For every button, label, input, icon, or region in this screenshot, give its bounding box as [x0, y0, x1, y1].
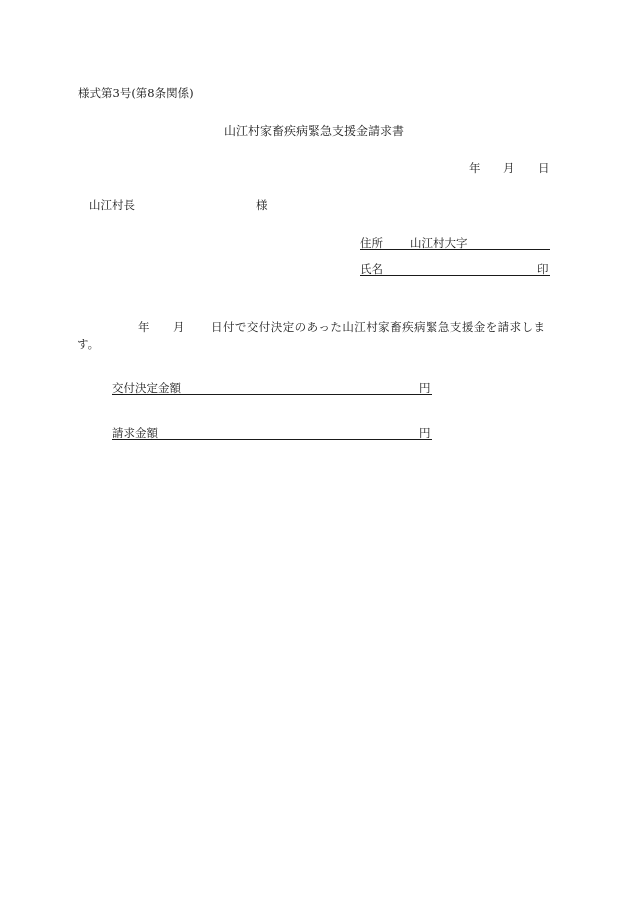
address-value: 山江村大字	[410, 236, 468, 250]
name-label: 氏名	[360, 262, 383, 276]
body-text-line-1: 日付で交付決定のあった山江村家畜疾病緊急支援金を請求しま	[211, 320, 546, 334]
document-title: 山江村家畜疾病緊急支援金請求書	[224, 124, 405, 138]
form-number: 様式第3号(第8条関係)	[78, 86, 194, 100]
addressee-name: 山江村長	[89, 198, 135, 212]
decided-amount-unit: 円	[419, 381, 431, 395]
address-underline	[360, 249, 550, 250]
seal-label: 印	[537, 262, 549, 276]
addressee-honorific: 様	[256, 198, 268, 212]
body-month-label: 月	[173, 320, 185, 334]
date-day-label: 日	[538, 161, 550, 175]
body-year-label: 年	[138, 320, 150, 334]
name-underline	[360, 275, 550, 276]
address-label: 住所	[360, 236, 383, 250]
decided-amount-underline	[112, 394, 432, 395]
request-amount-underline	[112, 439, 432, 440]
decided-amount-label: 交付決定金額	[112, 381, 181, 395]
body-text-line-2: す。	[77, 337, 100, 351]
request-amount-label: 請求金額	[112, 426, 158, 440]
date-year-label: 年	[469, 161, 481, 175]
request-amount-unit: 円	[419, 426, 431, 440]
date-month-label: 月	[503, 161, 515, 175]
